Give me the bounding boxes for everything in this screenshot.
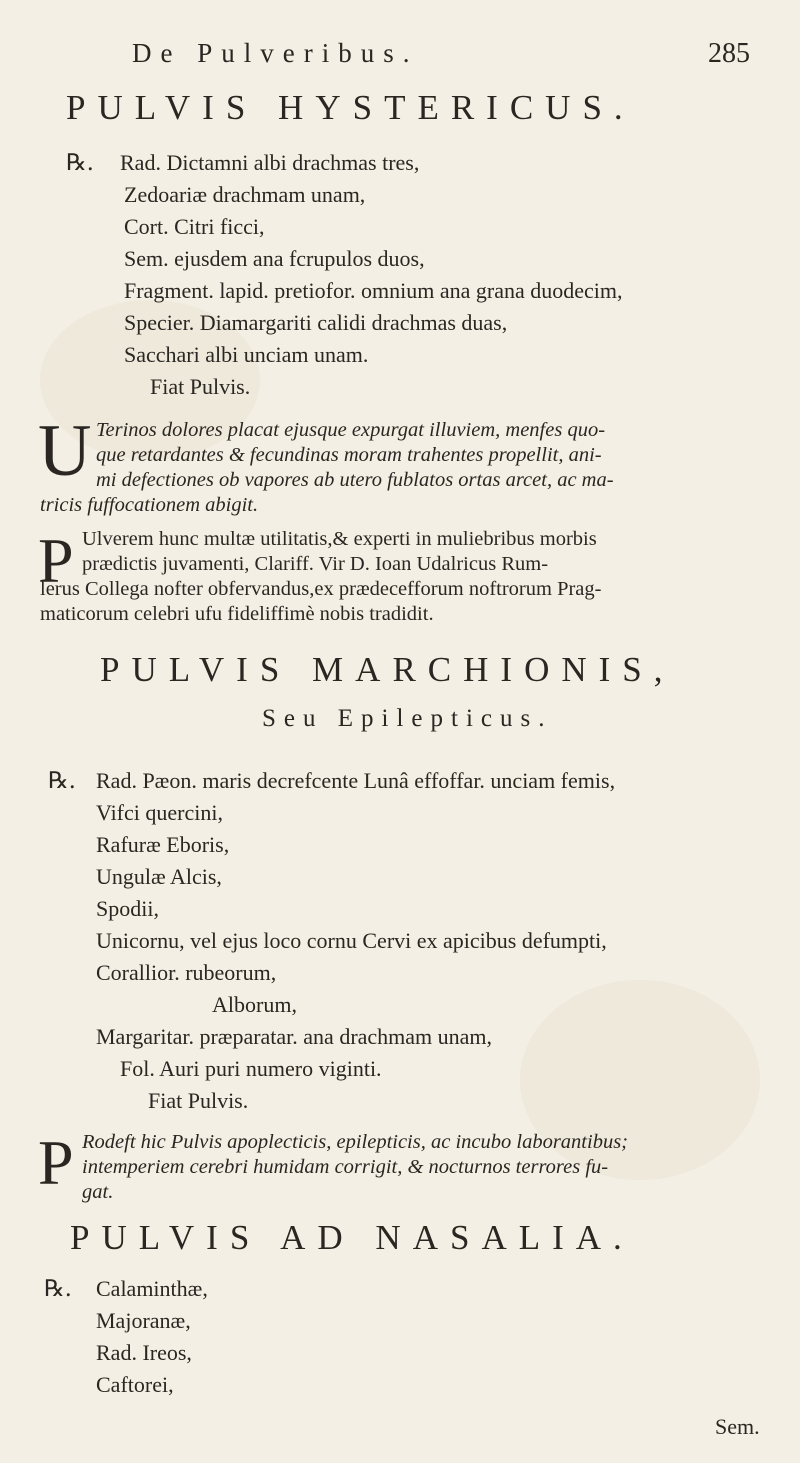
note-line: prædictis juvamenti, Clariff. Vir D. Ioan Udalricus Rum- — [82, 553, 549, 575]
commentary-line: gat. — [82, 1181, 114, 1203]
recipe-line: Zedoariæ drachmam unam, — [124, 182, 366, 207]
rx-symbol: ℞. — [48, 768, 76, 794]
section-title-hystericus: PULVIS HYSTERICUS. — [66, 88, 635, 127]
note-line: lerus Collega nofter obfervandus,ex prædecefforum noftrorum Prag- — [40, 578, 602, 600]
recipe-line: Vifci quercini, — [96, 800, 223, 825]
running-head: De Pulveribus. — [132, 38, 419, 68]
drop-initial: P — [38, 1127, 74, 1198]
recipe-line: Corallior. rubeorum, — [96, 960, 277, 985]
note-line: maticorum celebri ufu fideliffimè nobis tradidit. — [40, 603, 434, 625]
recipe-line: Alborum, — [212, 992, 297, 1017]
rx-symbol: ℞. — [44, 1276, 72, 1302]
recipe-line: Fiat Pulvis. — [148, 1088, 249, 1113]
drop-initial: U — [38, 410, 92, 492]
commentary-line: Rodeft hic Pulvis apoplecticis, epilepticis, ac incubo laborantibus; — [82, 1131, 628, 1153]
recipe-line: Margaritar. præparatar. ana drachmam unam, — [96, 1024, 493, 1049]
recipe-line: Rafuræ Eboris, — [96, 832, 230, 857]
recipe-line: Ungulæ Alcis, — [96, 864, 222, 889]
recipe-line: Fiat Pulvis. — [150, 374, 251, 399]
note-line: Ulverem hunc multæ utilitatis,& experti in muliebribus morbis — [82, 528, 597, 550]
recipe-line: Spodii, — [96, 896, 159, 921]
section-title-marchionis: PULVIS MARCHIONIS, — [100, 650, 675, 689]
recipe-line: Unicornu, vel ejus loco cornu Cervi ex apicibus defumpti, — [96, 928, 607, 953]
commentary-line: Terinos dolores placat ejusque expurgat illuviem, menfes quo- — [96, 419, 606, 441]
recipe-line: Calaminthæ, — [96, 1276, 208, 1301]
recipe-line: Specier. Diamargariti calidi drachmas duas, — [124, 310, 508, 335]
recipe-line: Fol. Auri puri numero viginti. — [120, 1056, 382, 1081]
commentary-line: intemperiem cerebri humidam corrigit, & nocturnos terrores fu- — [82, 1156, 609, 1178]
section-title-nasalia: PULVIS AD NASALIA. — [70, 1218, 634, 1257]
recipe-line: Rad. Ireos, — [96, 1340, 192, 1365]
recipe-line: Rad. Pæon. maris decrefcente Lunâ effoffar. unciam femis, — [96, 768, 616, 793]
commentary-line: tricis fuffocationem abigit. — [40, 494, 259, 516]
recipe-line: Caftorei, — [96, 1372, 174, 1397]
recipe-line: Fragment. lapid. pretiofor. omnium ana grana duodecim, — [124, 278, 623, 303]
page-number: 285 — [708, 38, 750, 69]
recipe-line: Sacchari albi unciam unam. — [124, 342, 369, 367]
recipe-line: Majoranæ, — [96, 1308, 191, 1333]
rx-symbol: ℞. — [66, 150, 94, 176]
drop-initial: P — [38, 525, 74, 596]
catchword: Sem. — [715, 1414, 760, 1439]
section-subtitle: Seu Epilepticus. — [262, 705, 553, 732]
commentary-line: mi defectiones ob vapores ab utero fublatos ortas arcet, ac ma- — [96, 469, 614, 491]
commentary-line: que retardantes & fecundinas moram trahentes propellit, ani- — [96, 444, 602, 466]
recipe-line: Rad. Dictamni albi drachmas tres, — [120, 150, 420, 175]
recipe-line: Sem. ejusdem ana fcrupulos duos, — [124, 246, 425, 271]
recipe-line: Cort. Citri ficci, — [124, 214, 265, 239]
